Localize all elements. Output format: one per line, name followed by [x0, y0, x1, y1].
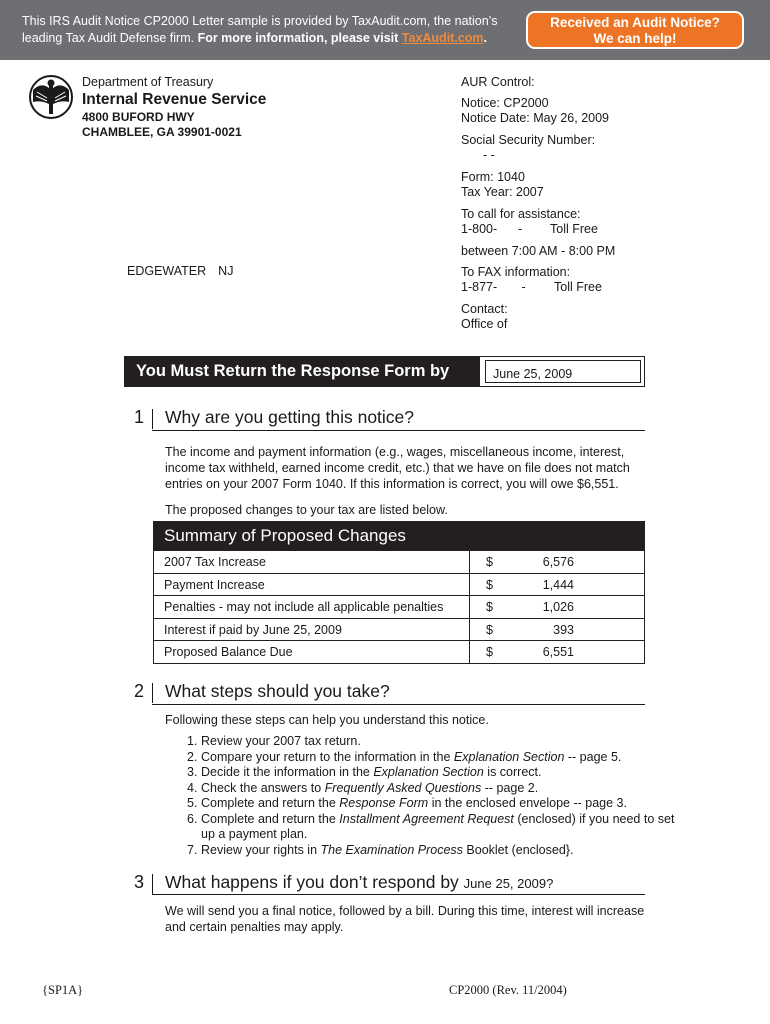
- footer-form-revision: CP2000 (Rev. 11/2004): [449, 983, 567, 997]
- cta-line-1: Received an Audit Notice?: [550, 15, 720, 30]
- recipient-city: EDGEWATER: [127, 264, 207, 278]
- step-text: Complete and return the: [201, 811, 340, 826]
- step-number: 6.: [187, 811, 198, 826]
- cta-line-2: We can help!: [593, 31, 677, 46]
- step-number: 5.: [187, 796, 198, 810]
- section-1-line-3: entries on your 2007 Form 1040. If this information is correct, you will owe $6,551.: [165, 477, 619, 491]
- step-text: Check the answers to: [201, 780, 325, 795]
- summary-row: [153, 596, 645, 619]
- section-3-rule: [152, 894, 645, 895]
- section-3-line-2: and certain penalties may apply.: [165, 920, 344, 934]
- summary-row-currency: $: [486, 622, 493, 637]
- section-3-divider: [152, 874, 153, 894]
- banner-line-2-plain: leading Tax Audit Defense firm.: [22, 31, 198, 45]
- step-number: 7.: [187, 842, 198, 857]
- summary-row: [153, 619, 645, 642]
- summary-row-label: 2007 Tax Increase: [164, 555, 266, 569]
- section-3-explanation: [165, 903, 645, 935]
- summary-row: [153, 551, 645, 574]
- section-1-rule: [152, 430, 645, 431]
- step-item: [187, 765, 687, 781]
- step-emphasis: Explanation Section: [453, 749, 565, 764]
- sender-address-line-1: 4800 BUFORD HWY: [82, 110, 195, 124]
- step-number: 4.: [187, 780, 198, 795]
- banner-link-suffix: .: [483, 31, 487, 45]
- response-deadline-date: June 25, 2009: [485, 360, 641, 383]
- banner-line-1: This IRS Audit Notice CP2000 Letter sample is provided by TaxAudit.com, the nation’s: [22, 14, 498, 28]
- section-1-title: Why are you getting this notice?: [165, 407, 415, 427]
- notice-date: Notice Date: May 26, 2009: [461, 111, 609, 125]
- step-item: [187, 812, 687, 843]
- sender-address-line-2: CHAMBLEE, GA 39901-0021: [82, 125, 242, 139]
- call-hours: between 7:00 AM - 8:00 PM: [461, 244, 616, 258]
- aur-control: AUR Control:: [461, 75, 535, 89]
- call-toll-free: Toll Free: [550, 222, 598, 236]
- step-text: Review your 2007 tax return.: [201, 734, 361, 748]
- step-text-end: (enclosed) if you need to set up a payment plan.: [201, 811, 675, 841]
- section-3-number: 3: [134, 872, 145, 892]
- step-emphasis: The Examination Process: [320, 842, 463, 857]
- step-item: [187, 843, 687, 859]
- banner-text: [22, 13, 522, 47]
- section-2-title: What steps should you take?: [165, 681, 390, 701]
- fax-toll-free: Toll Free: [554, 280, 602, 294]
- recipient-state: NJ: [218, 264, 234, 278]
- section-3-title: [165, 872, 553, 893]
- summary-row-divider: [469, 551, 470, 573]
- notice-type: Notice: CP2000: [461, 96, 549, 110]
- contact-label: Contact:: [461, 302, 508, 316]
- fax-number: 1-877- -: [461, 280, 526, 294]
- summary-row-currency: $: [486, 600, 493, 615]
- summary-row-divider: [469, 574, 470, 596]
- section-1-divider: [152, 409, 153, 429]
- summary-row: [153, 574, 645, 597]
- summary-row-label: Payment Increase: [164, 577, 265, 592]
- section-3-title-date: June 25, 2009?: [463, 876, 554, 891]
- footer-code: {SP1A}: [42, 983, 84, 997]
- agency-name: Internal Revenue Service: [82, 91, 267, 108]
- step-item: [187, 734, 687, 750]
- response-deadline-title: You Must Return the Response Form by: [125, 357, 480, 386]
- step-text: Review your rights in: [201, 842, 321, 857]
- irs-eagle-logo-icon: [27, 74, 75, 120]
- summary-row-label: Penalties - may not include all applicable penalties: [164, 600, 444, 615]
- banner-line-2: [22, 30, 522, 47]
- steps-list: [187, 734, 687, 858]
- step-number: 1.: [187, 734, 198, 748]
- summary-row-amount: 1,026: [542, 600, 574, 615]
- audit-help-button[interactable]: [526, 11, 744, 49]
- step-emphasis: Frequently Asked Questions: [324, 780, 482, 795]
- step-text-end: in the enclosed envelope -- page 3.: [428, 796, 627, 810]
- step-emphasis: Response Form: [339, 796, 429, 810]
- step-item: [187, 781, 687, 797]
- ssn-value: - -: [483, 148, 495, 162]
- fax-label: To FAX information:: [461, 265, 571, 279]
- summary-row-amount: 393: [553, 622, 574, 637]
- summary-row: [153, 641, 645, 664]
- recipient-address: [127, 264, 245, 278]
- summary-table-title: Summary of Proposed Changes: [153, 521, 645, 551]
- taxaudit-link[interactable]: TaxAudit.com: [401, 31, 484, 45]
- summary-row-label: Proposed Balance Due: [164, 645, 293, 660]
- section-1-number: 1: [134, 407, 145, 427]
- promo-banner: [0, 0, 770, 60]
- summary-row-divider: [469, 596, 470, 618]
- summary-row-currency: $: [486, 577, 493, 592]
- summary-row-divider: [469, 641, 470, 663]
- section-1-explanation: [165, 444, 645, 492]
- contact-value: Office of: [461, 317, 508, 331]
- call-label: To call for assistance:: [461, 207, 581, 221]
- form-number: Form: 1040: [461, 170, 525, 184]
- step-text-end: -- page 5.: [564, 749, 622, 764]
- banner-line-2-bold: For more information, please visit: [197, 31, 402, 45]
- step-text: Compare your return to the information in the: [201, 749, 454, 764]
- section-3-line-1: We will send you a final notice, followed by a bill. During this time, interest will increase: [165, 904, 645, 918]
- summary-row-label: Interest if paid by June 25, 2009: [164, 622, 342, 637]
- section-1-proposed-intro: The proposed changes to your tax are listed below.: [165, 503, 448, 517]
- step-item: [187, 750, 687, 766]
- step-text: Decide it the information in the: [201, 765, 374, 779]
- step-number: 2.: [187, 749, 198, 764]
- step-item: [187, 796, 687, 812]
- step-emphasis: Installment Agreement Request: [339, 811, 514, 826]
- section-1-line-2: income tax withheld, earned income credit, etc.) that we have on file does not match: [165, 461, 630, 475]
- section-3-title-text: What happens if you don’t respond by: [165, 872, 464, 892]
- call-number: 1-800- -: [461, 222, 523, 236]
- section-2-intro: Following these steps can help you understand this notice.: [165, 713, 489, 727]
- step-text-end: -- page 2.: [481, 780, 539, 795]
- section-2-number: 2: [134, 681, 145, 701]
- section-2-rule: [152, 704, 645, 705]
- summary-row-divider: [469, 619, 470, 641]
- department-name: Department of Treasury: [82, 75, 214, 89]
- step-text-end: Booklet (enclosed}.: [462, 842, 574, 857]
- summary-row-amount: 6,576: [542, 555, 574, 569]
- section-2-divider: [152, 683, 153, 703]
- section-1-line-1: The income and payment information (e.g., wages, miscellaneous income, interest,: [165, 445, 625, 459]
- step-text: Complete and return the: [201, 796, 340, 810]
- ssn-label: Social Security Number:: [461, 133, 596, 147]
- summary-row-currency: $: [486, 645, 493, 660]
- response-deadline-box: [124, 356, 645, 387]
- tax-year: Tax Year: 2007: [461, 185, 544, 199]
- step-number: 3.: [187, 765, 198, 779]
- summary-row-amount: 1,444: [542, 577, 574, 592]
- summary-table: [153, 521, 645, 664]
- summary-row-currency: $: [486, 555, 493, 569]
- summary-row-amount: 6,551: [542, 645, 574, 660]
- step-emphasis: Explanation Section: [373, 765, 484, 779]
- step-text-end: is correct.: [483, 765, 542, 779]
